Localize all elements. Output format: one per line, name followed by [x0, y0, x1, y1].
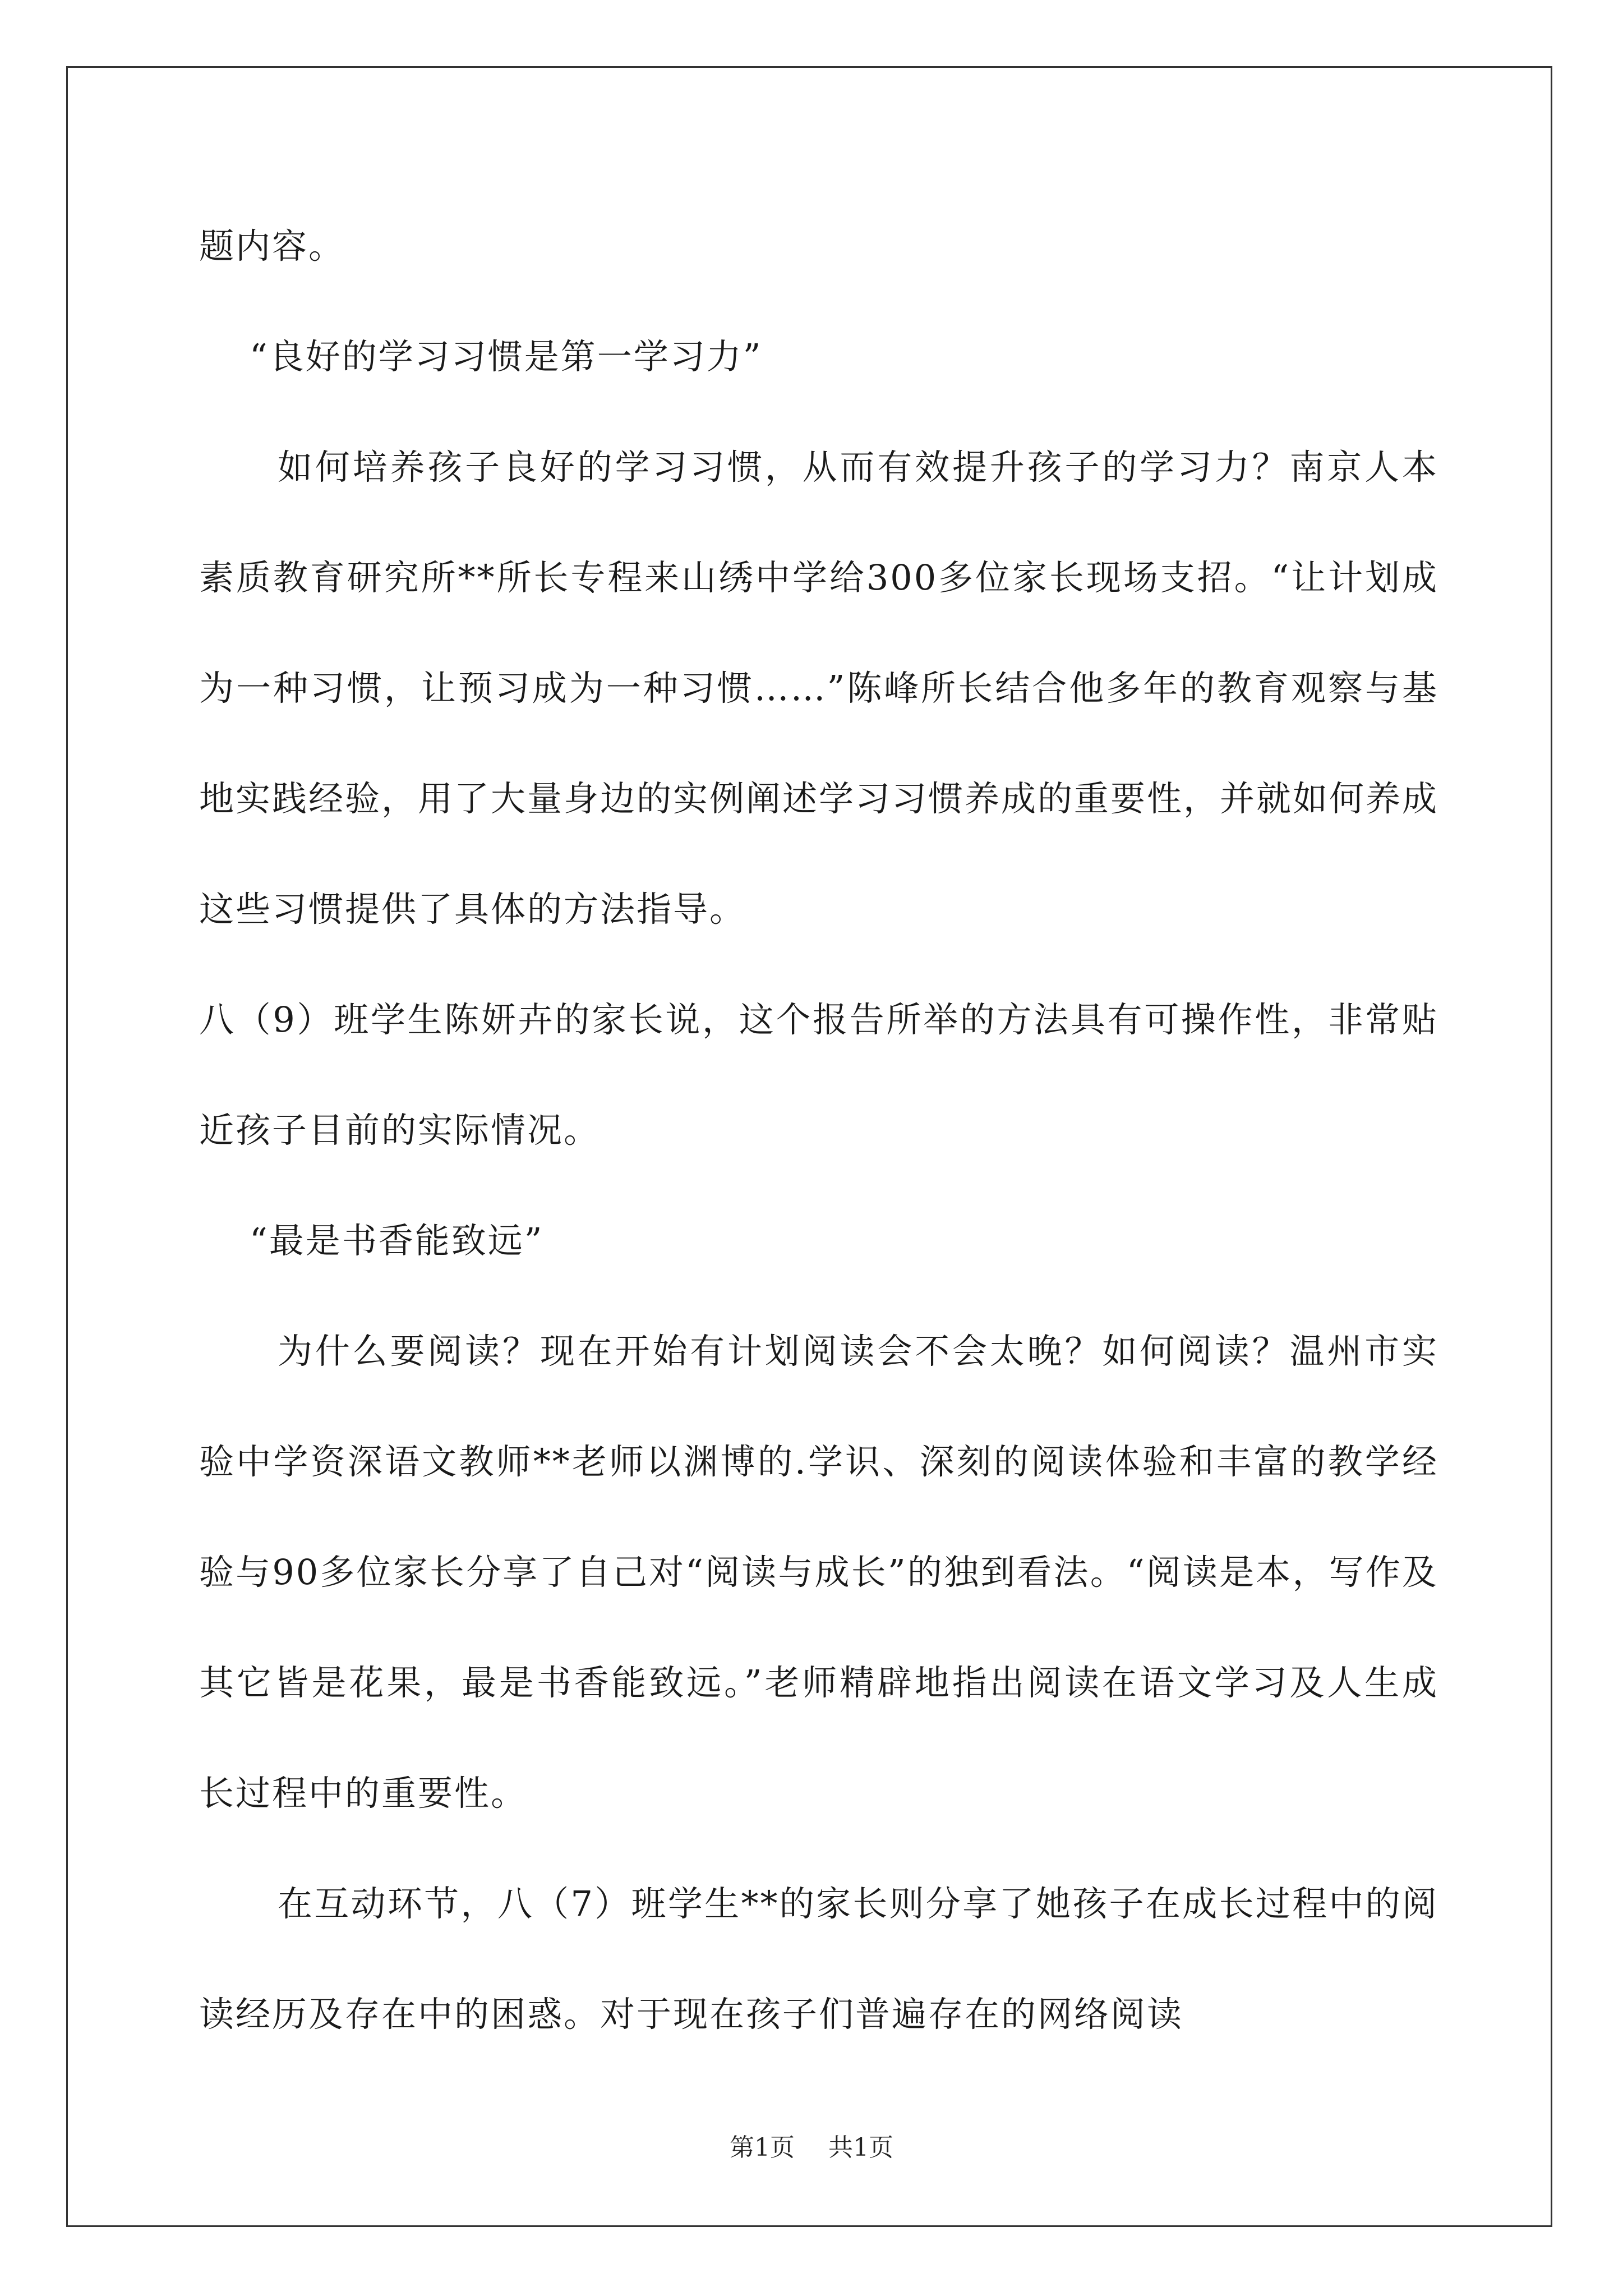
section-heading-study-habits: “良好的学习习惯是第一学习力” — [250, 336, 763, 377]
paragraph-continuation: 题内容。 — [199, 226, 345, 266]
paragraph-reading: 为什么要阅读？现在开始有计划阅读会不会太晚？如何阅读？温州市实验中学资深语文教师**老师以渊博的.学识、深刻的阅读体验和丰富的教学经验与90多位家长分享了自己对“阅读与成长”的独到看法。“阅读是本，写作及其它皆是花果，最是书香能致远。”老师精辟地指出阅读在语文学习及人生成长过程中的重要性。 — [199, 1331, 1438, 1814]
paragraph-parent-feedback: 八（9）班学生陈妍卉的家长说，这个报告所举的方法具有可操作性，非常贴近孩子目前的实际情况。 — [199, 999, 1438, 1151]
page-number: 第1页 — [730, 2133, 795, 2162]
section-heading-reading: “最是书香能致远” — [250, 1220, 544, 1261]
paragraph-study-habits: 如何培养孩子良好的学习习惯，从而有效提升孩子的学习力？南京人本素质教育研究所**所长专程来山绣中学给300多位家长现场支招。“让计划成为一种习惯，让预习成为一种习惯……”陈峰所长结合他多年的教育观察与基地实践经验，用了大量身边的实例阐述学习习惯养成的重要性，并就如何养成这些习惯提供了具体的方法指导。 — [199, 447, 1439, 930]
page-footer — [0, 2127, 1623, 2163]
paragraph-interaction: 在互动环节，八（7）班学生**的家长则分享了她孩子在成长过程中的阅读经历及存在中的困惑。对于现在孩子们普遍存在的网络阅读 — [199, 1883, 1438, 2035]
page-total: 共1页 — [828, 2133, 893, 2162]
document-body — [199, 191, 1438, 2069]
